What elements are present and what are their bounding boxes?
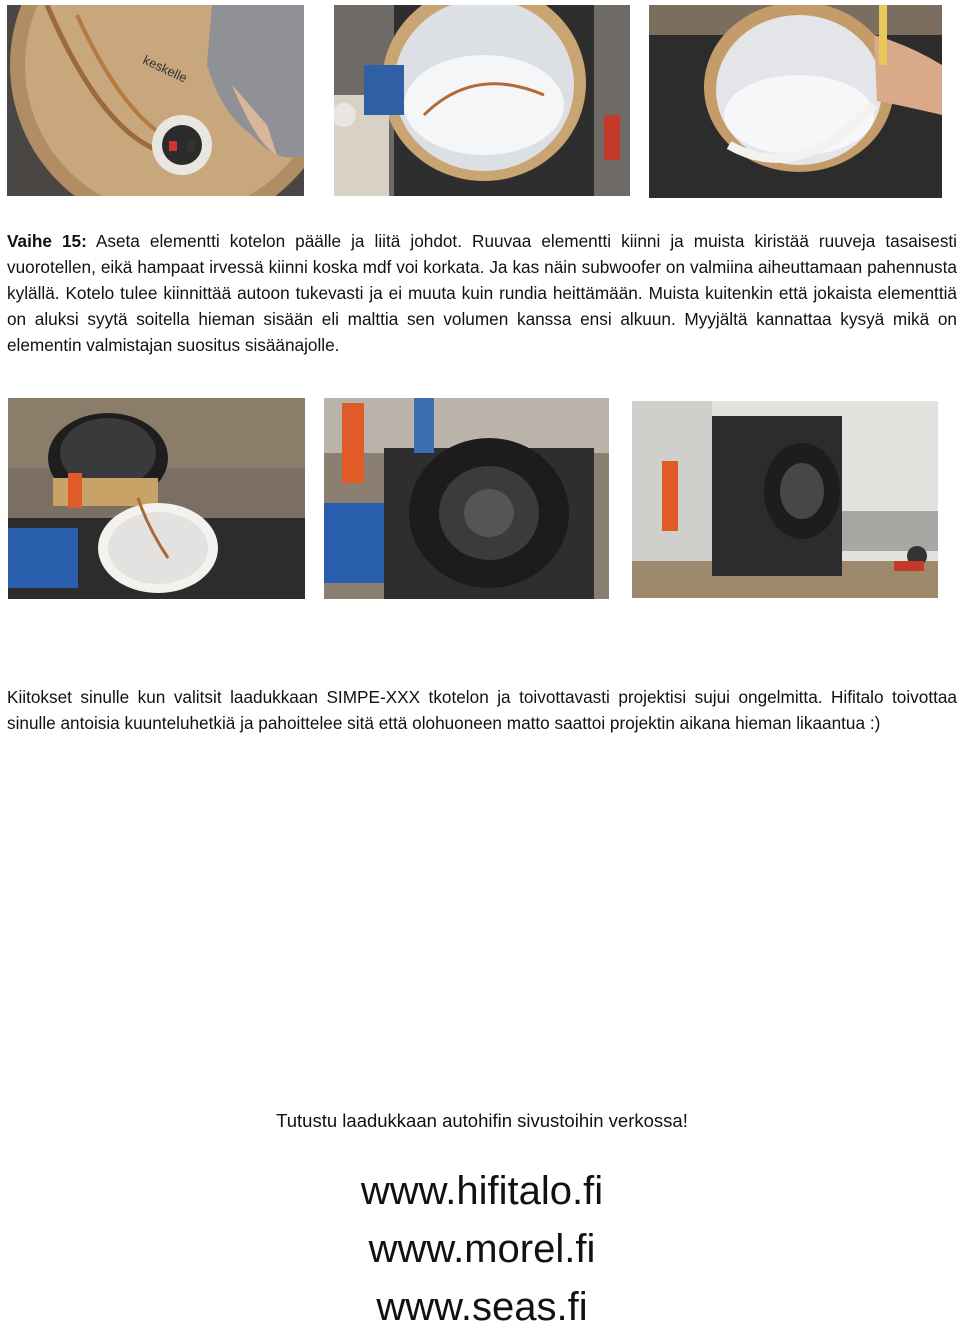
photo-hand-holding-gasket <box>649 5 942 198</box>
cta-text: Tutustu laadukkaan autohifin sivustoihin verkossa! <box>276 1110 688 1131</box>
step-15-paragraph <box>7 228 957 358</box>
photo-woofer-beside-box <box>8 398 305 599</box>
link-seas[interactable]: www.seas.fi <box>376 1285 588 1329</box>
svg-text:keskelle: keskelle <box>140 52 190 86</box>
step-text-part-1: Aseta elementti kotelon päälle ja liitä johdot. Ruuvaa elementti kiinni ja muista kiristää ruuveja tasaisesti vuorotellen, eikä hampaat irvessä kiinni koska mdf voi korkata. Ja kas näin subwoofer on valmiina aiheuttamaan pahennusta kylällä. Kotelo tulee kiinnittää autoon tukevasti ja ei muuta kuin rundia heittämään. <box>7 231 958 303</box>
step-label: Vaihe 15: <box>7 231 87 251</box>
photo-finished-subwoofer <box>632 401 938 598</box>
photo-woofer-mounted-drill <box>324 398 609 599</box>
step-text-part-2: Muista kuitenkin että jokaista elementtiä on aluksi syytä soitella hieman sisään eli malttia sen volumen kanssa ensi alkuun. Myyjältä kannattaa kysyä mikä on elementin valmistajan suositus sisäänajolle. <box>7 283 957 355</box>
photo-wiring-terminals <box>7 5 304 196</box>
links-list <box>0 1162 960 1336</box>
link-morel[interactable]: www.morel.fi <box>368 1227 596 1271</box>
link-hifitalo[interactable]: www.hifitalo.fi <box>360 1169 604 1213</box>
photo-box-with-stuffing <box>334 5 630 196</box>
thanks-paragraph: Kiitokset sinulle kun valitsit laadukkaan SIMPE-XXX tkotelon ja toivottavasti projektisi sujui ongelmitta. Hifitalo toivottaa sinulle antoisia kuunteluhetkiä ja pahoittelee sitä että olohuoneen matto saattoi projektin aikana hieman likaantua :) <box>7 687 957 733</box>
